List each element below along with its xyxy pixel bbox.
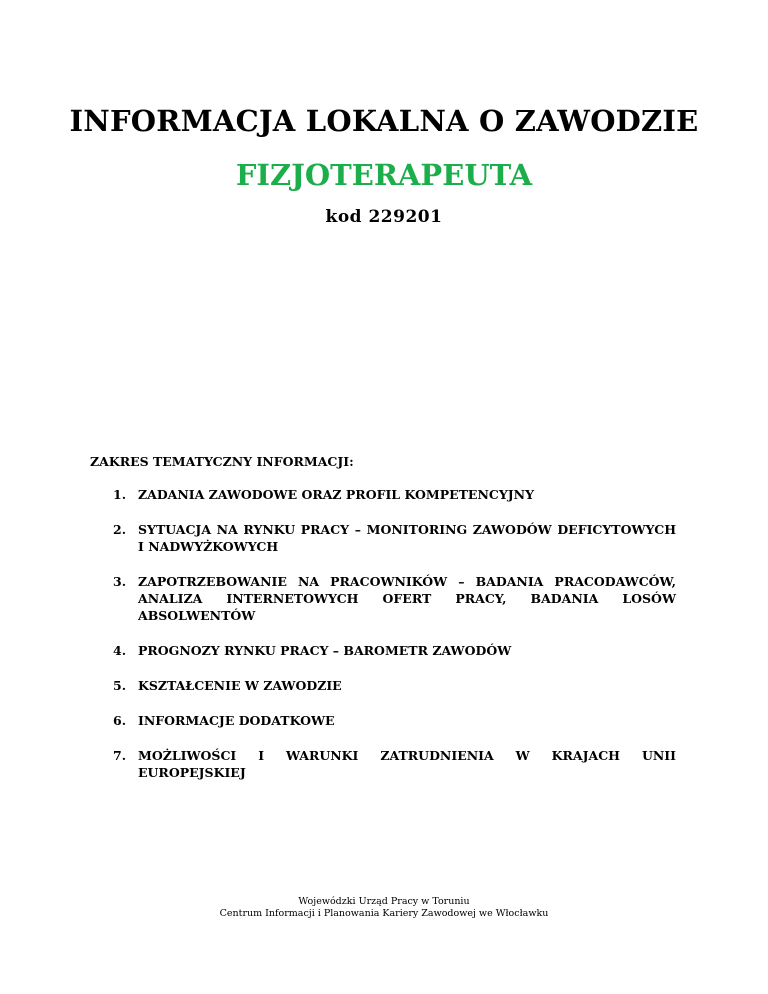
topic-number: 1. xyxy=(113,487,127,502)
topic-item-5 xyxy=(113,677,676,694)
topic-text: KSZTAŁCENIE W ZAWODZIE xyxy=(138,678,342,693)
footer-department: Centrum Informacji i Planowania Kariery Zawodowej we Włocławku xyxy=(219,908,549,919)
topic-text: MOŻLIWOŚCI I WARUNKI ZATRUDNIENIA W KRAJACH UNII EUROPEJSKIEJ xyxy=(138,748,676,780)
topic-number: 3. xyxy=(113,574,127,589)
footer-institution: Wojewódzki Urząd Pracy w Toruniu xyxy=(298,896,470,907)
profession-name: FIZJOTERAPEUTA xyxy=(235,158,533,192)
topic-text: PROGNOZY RYNKU PRACY – BAROMETR ZAWODÓW xyxy=(138,643,512,658)
topic-list xyxy=(113,486,676,799)
topic-item-2 xyxy=(113,521,676,555)
topic-number: 5. xyxy=(113,678,127,693)
topic-item-1 xyxy=(113,486,676,503)
topic-item-6 xyxy=(113,712,676,729)
scope-heading: ZAKRES TEMATYCZNY INFORMACJI: xyxy=(90,454,354,469)
topic-text: ZAPOTRZEBOWANIE NA PRACOWNIKÓW – BADANIA PRACODAWCÓW, ANALIZA INTERNETOWYCH OFERT PRACY, BADANIA LOSÓW ABSOLWENTÓW xyxy=(138,574,676,623)
profession-code: kod 229201 xyxy=(325,207,443,227)
topic-number: 2. xyxy=(113,522,127,537)
topic-text: SYTUACJA NA RYNKU PRACY – MONITORING ZAWODÓW DEFICYTOWYCH I NADWYŻKOWYCH xyxy=(138,522,676,554)
topic-item-4 xyxy=(113,642,676,659)
topic-text: INFORMACJE DODATKOWE xyxy=(138,713,335,728)
document-title: INFORMACJA LOKALNA O ZAWODZIE xyxy=(69,104,699,138)
topic-item-3 xyxy=(113,573,676,624)
topic-item-7 xyxy=(113,747,676,781)
topic-text: ZADANIA ZAWODOWE ORAZ PROFIL KOMPETENCYJNY xyxy=(138,487,535,502)
footer xyxy=(0,896,768,920)
topic-number: 6. xyxy=(113,713,127,728)
topic-number: 7. xyxy=(113,748,127,763)
topic-number: 4. xyxy=(113,643,127,658)
